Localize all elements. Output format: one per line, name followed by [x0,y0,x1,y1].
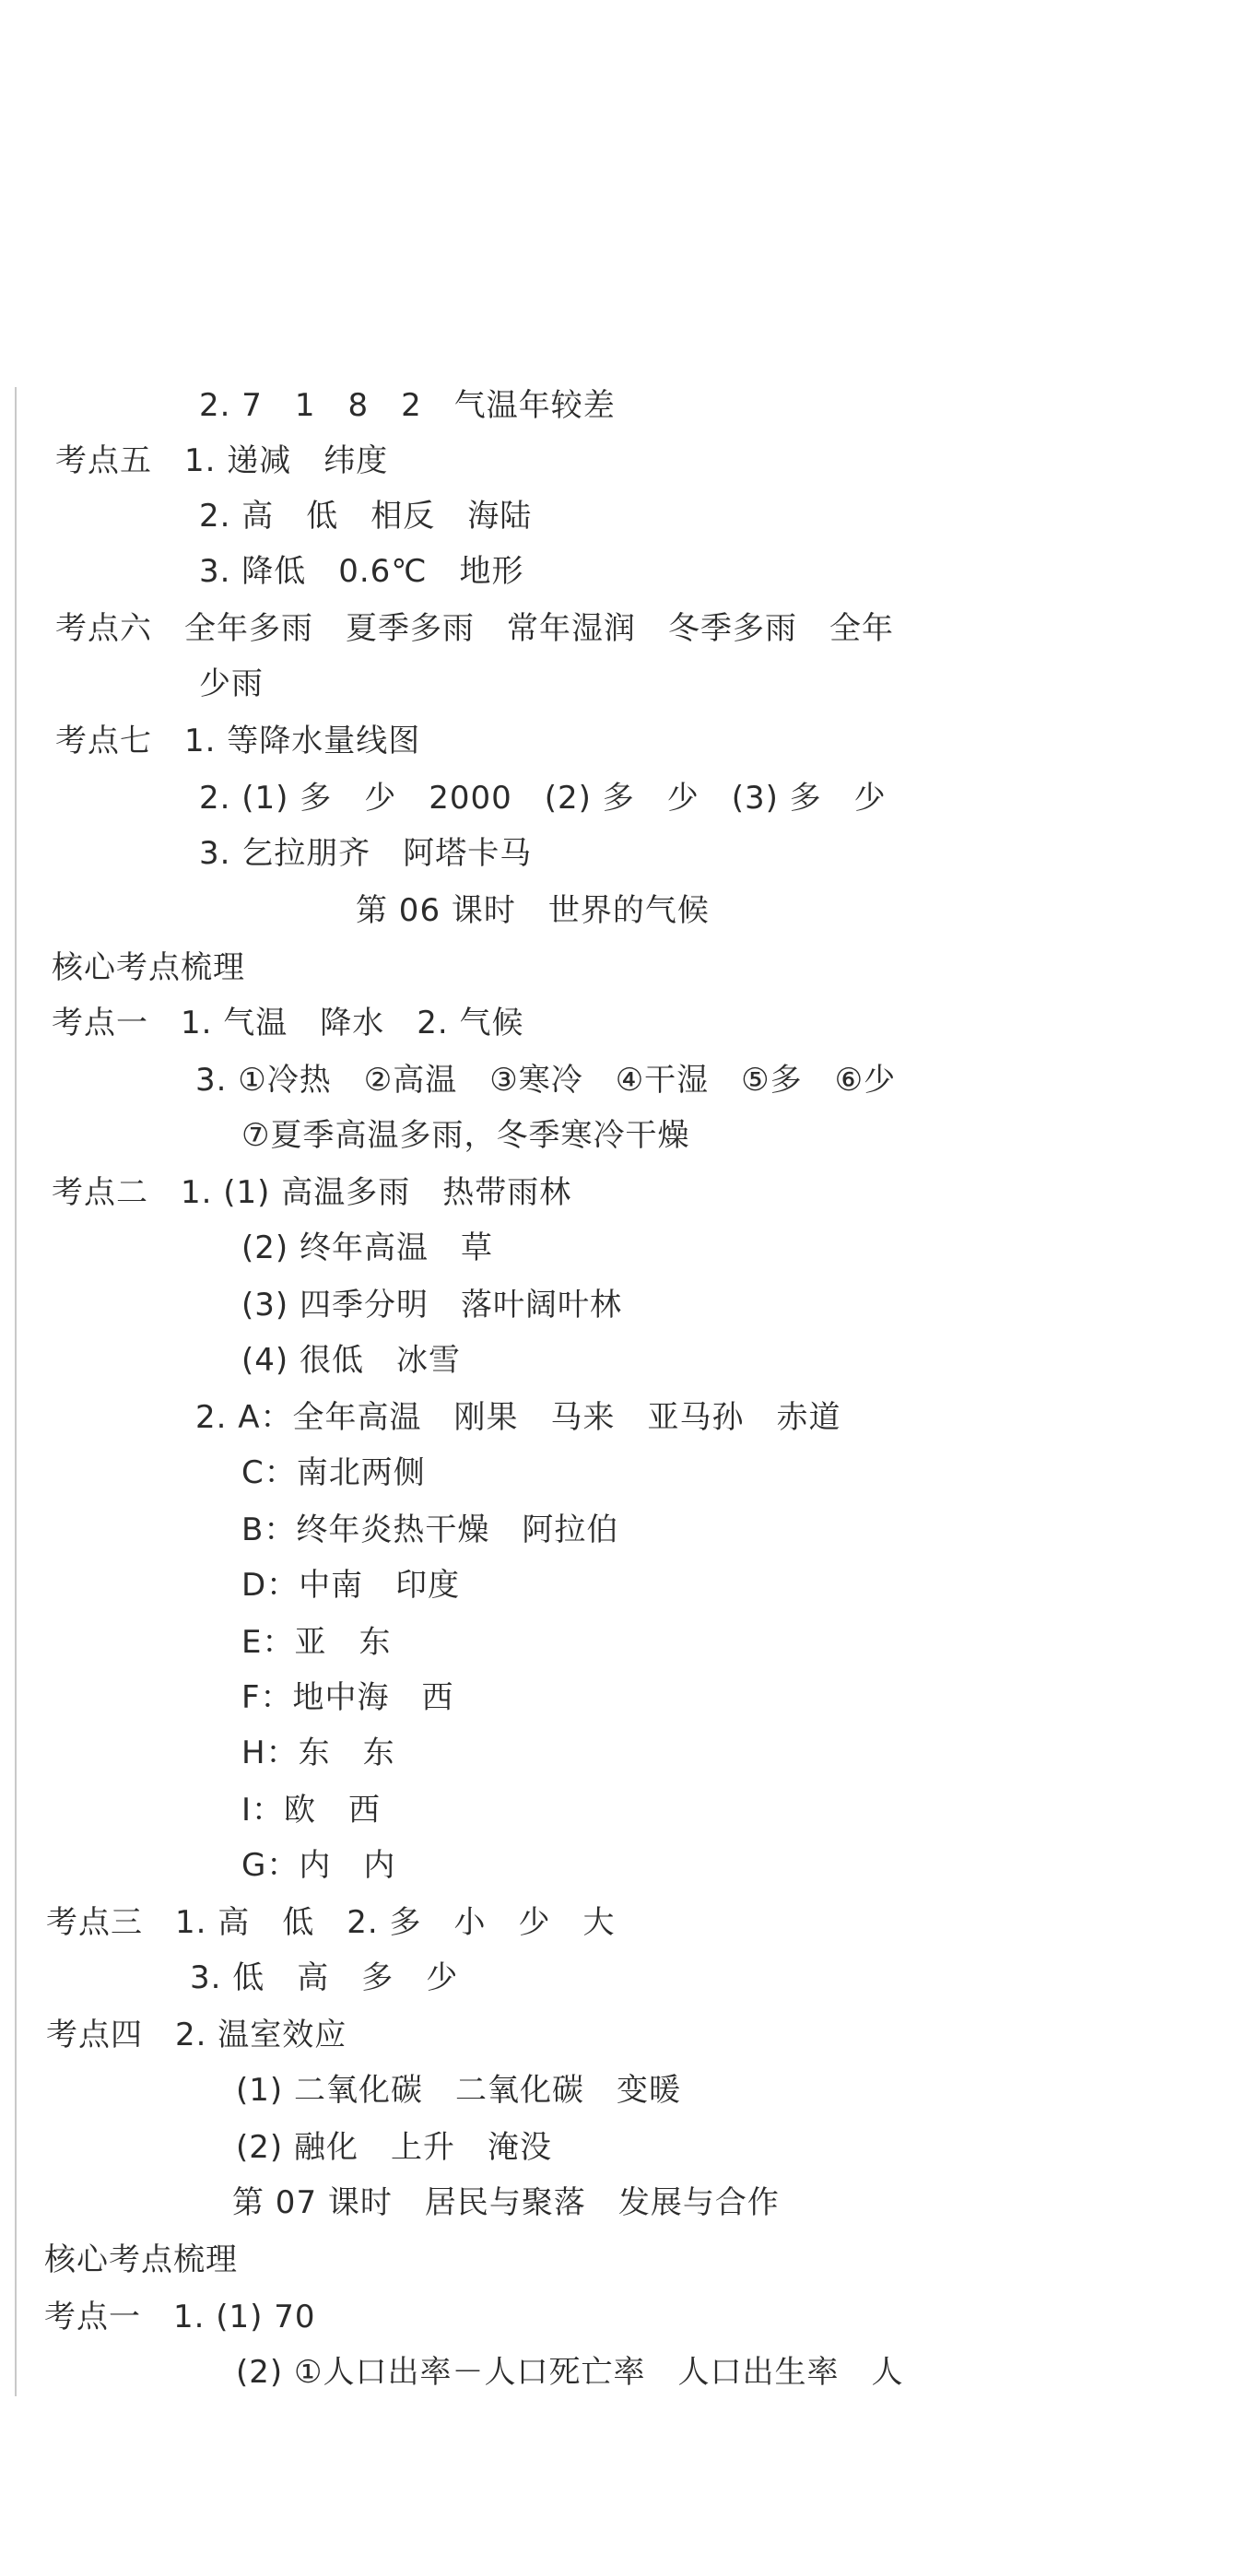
text-line: B：终年炎热干燥 阿拉伯 [241,1511,619,1548]
text-line: I：欧 西 [241,1792,382,1829]
text-line: G：内 内 [241,1847,396,1884]
text-line: 考点三 1. 高 低 2. 多 小 少 大 [46,1904,616,1941]
text-line: 考点一 1. (1) 70 [44,2299,316,2335]
text-line: 2. 高 低 相反 海陆 [199,498,533,535]
text-line: D：中南 印度 [241,1567,461,1604]
text-line: (2) ①人口出率－人口死亡率 人口出生率 人 [236,2354,904,2391]
text-line: (2) 终年高温 草 [241,1229,493,1266]
section-title: 第 06 课时 世界的气候 [356,892,710,929]
text-line: 少雨 [199,665,264,702]
text-line: 考点二 1. (1) 高温多雨 热带雨林 [52,1174,572,1211]
text-line: E：亚 东 [241,1624,392,1661]
text-line: 3. 乞拉朋齐 阿塔卡马 [199,835,533,872]
section-subtitle: 核心考点梳理 [44,2241,238,2278]
margin-rule [15,387,17,2396]
text-line: ⑦夏季高温多雨，冬季寒冷干燥 [241,1117,690,1154]
text-line: 考点七 1. 等降水量线图 [55,723,421,759]
text-line: (4) 很低 冰雪 [241,1342,461,1379]
text-line: F：地中海 西 [241,1679,454,1716]
text-line: (3) 四季分明 落叶阔叶林 [241,1287,622,1323]
text-line: (2) 融化 上升 淹没 [236,2129,552,2166]
text-line: 3. ①冷热 ②高温 ③寒冷 ④干湿 ⑤多 ⑥少 [195,1062,897,1099]
text-line: H：东 东 [241,1735,395,1771]
section-title: 第 07 课时 居民与聚落 发展与合作 [232,2184,780,2221]
text-line: 2. 7 1 8 2 气温年较差 [199,387,616,424]
text-line: 考点四 2. 温室效应 [46,2017,347,2053]
text-line: 考点五 1. 递减 纬度 [55,442,389,479]
text-line: C：南北两侧 [241,1454,426,1491]
section-subtitle: 核心考点梳理 [52,949,245,986]
text-line: 考点六 全年多雨 夏季多雨 常年湿润 冬季多雨 全年 [55,610,894,647]
text-line: 考点一 1. 气温 降水 2. 气候 [52,1005,524,1041]
text-line: 3. 低 高 多 少 [190,1959,459,1996]
text-line: 3. 降低 0.6℃ 地形 [199,553,524,590]
text-line: (1) 二氧化碳 二氧化碳 变暖 [236,2072,681,2109]
text-line: 2. A：全年高温 刚果 马来 亚马孙 赤道 [195,1399,841,1436]
text-line: 2. (1) 多 少 2000 (2) 多 少 (3) 多 少 [199,780,887,817]
